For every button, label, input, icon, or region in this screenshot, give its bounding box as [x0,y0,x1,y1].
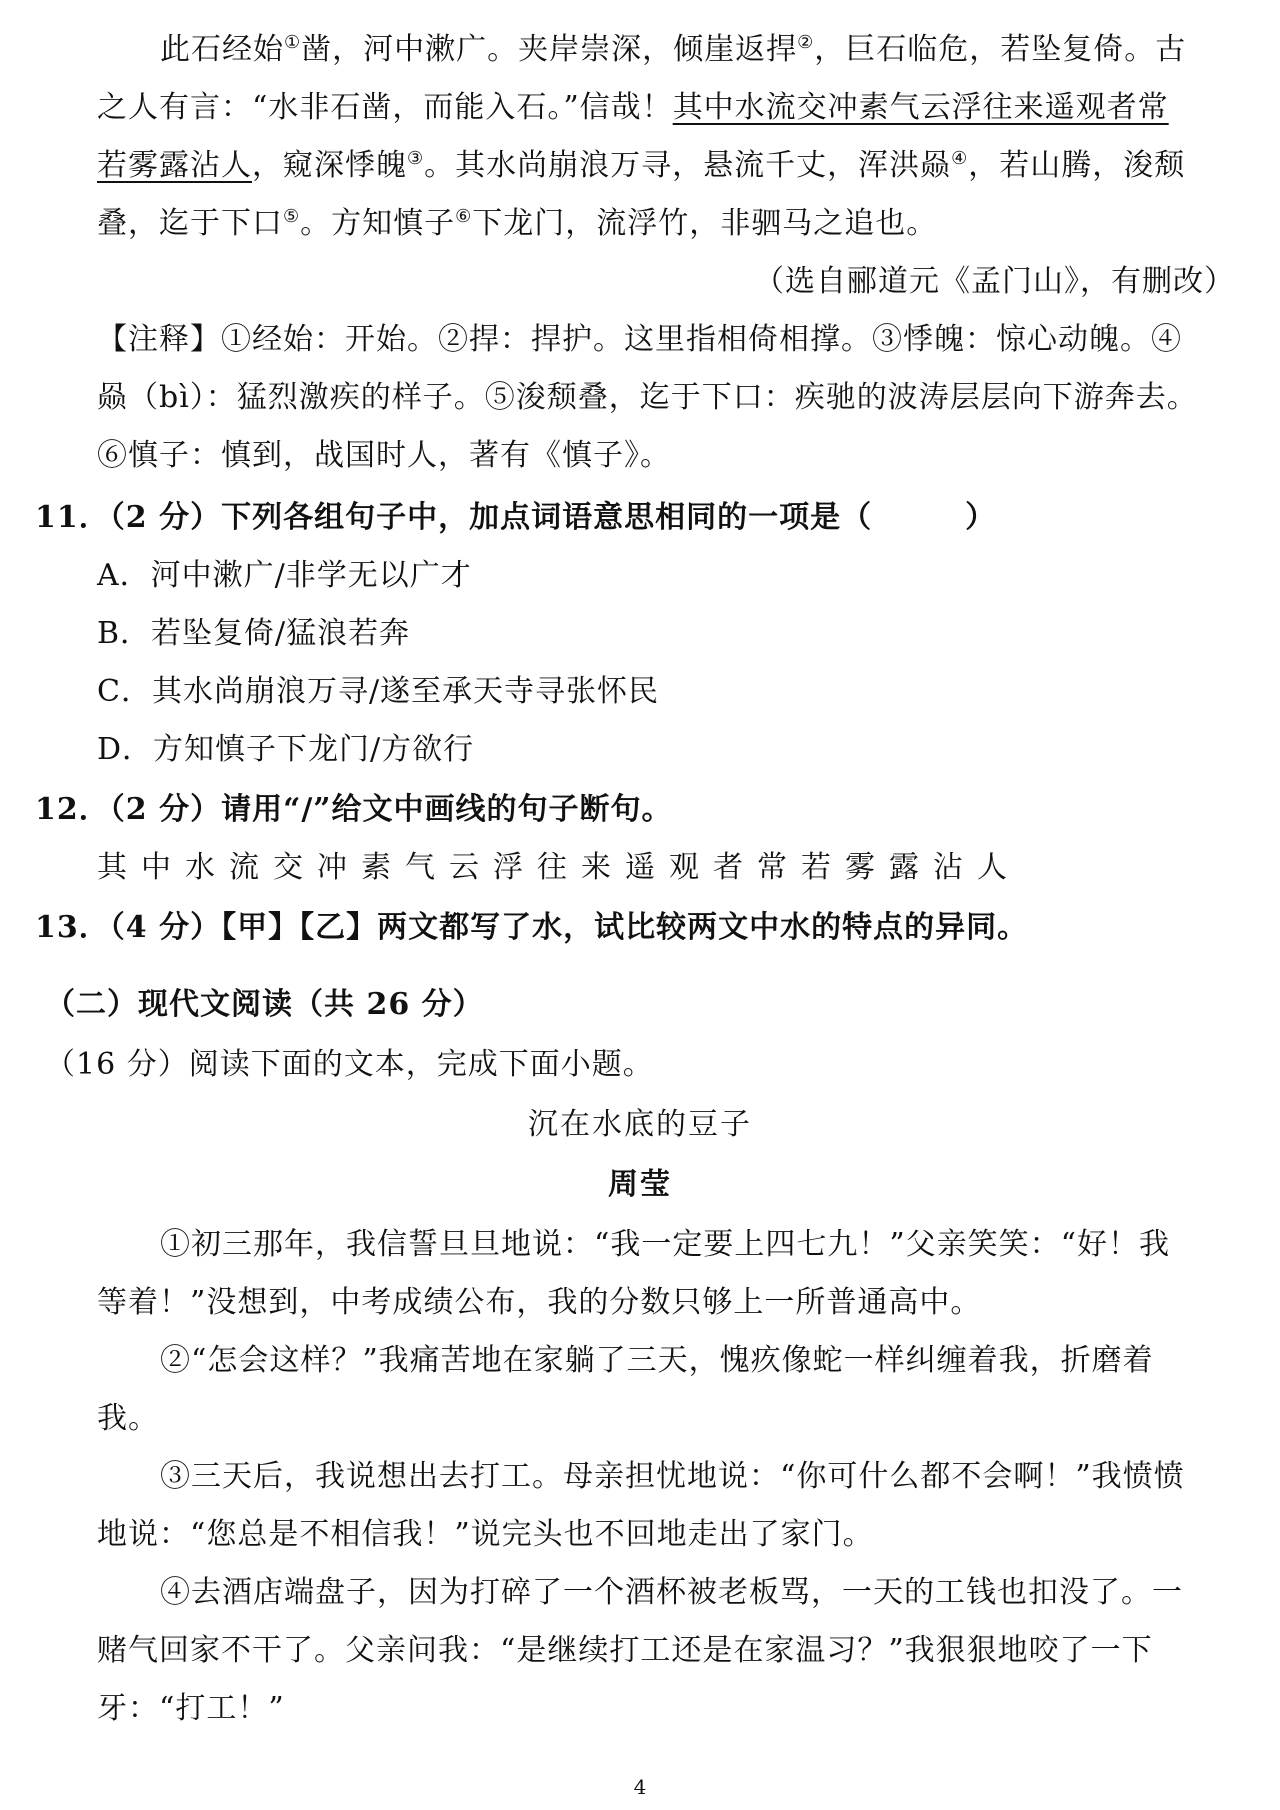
essay-author: 周莹 [608,1167,672,1202]
question-13-stem: 13．（4 分）【甲】【乙】两文都写了水，试比较两文中水的特点的异同。 [35,910,1029,945]
footnote-marker: ① [284,32,302,53]
question-11-stem: 11．（2 分）下列各组句子中，加点词语意思相同的一项是（ ） [35,500,997,535]
underlined-sentence: 若雾露沾人 [97,148,252,183]
essay-paragraph-4-line-1: ④去酒店端盘子，因为打碎了一个酒杯被老板骂，一天的工钱也扣没了。一 [160,1575,1183,1610]
passage-text: ，若山腾，浚颓 [968,148,1186,183]
passage-text: ，巨石临危，若坠复倚。古 [814,32,1187,67]
passage-line-3 [97,146,1185,186]
question-12-sentence: 其中水流交冲素气云浮往来遥观者常若雾露沾人 [97,850,1021,885]
essay-paragraph-2-line-2: 我。 [97,1401,159,1436]
essay-paragraph-1-line-2: 等着！”没想到，中考成绩公布，我的分数只够上一所普通高中。 [97,1285,982,1320]
footnote-marker: ④ [951,148,969,169]
essay-paragraph-4-line-2: 赌气回家不干了。父亲问我：“是继续打工还是在家温习？”我狠狠地咬了一下 [97,1633,1153,1668]
notes-line-3: ⑥慎子：慎到，战国时人，著有《慎子》。 [97,438,671,473]
footnote-marker: ⑤ [283,206,301,227]
passage-text: 。方知慎子 [300,206,456,241]
page-number: 4 [633,1775,647,1799]
passage-text: 凿，河中漱广。夹岸崇深，倾崖返捍 [301,32,798,67]
footnote-marker: ② [797,32,815,53]
question-11-option-a: A．河中漱广/非学无以广才 [97,558,472,593]
passage-text: 下龙门，流浮竹，非驷马之追也。 [472,206,938,241]
question-11-option-c: C．其水尚崩浪万寻/遂至承天寺寻张怀民 [97,674,660,709]
question-11-option-b: B．若坠复倚/猛浪若奔 [97,616,411,651]
essay-paragraph-3-line-2: 地说：“您总是不相信我！”说完头也不回地走出了家门。 [97,1517,874,1552]
essay-title: 沉在水底的豆子 [528,1107,752,1142]
essay-paragraph-2-line-1: ②“怎会这样？”我痛苦地在家躺了三天，愧疚像蛇一样纠缠着我，折磨着 [160,1343,1154,1378]
passage-text: ，窥深悸魄 [252,148,407,183]
passage-text: 。其水尚崩浪万寻，悬流千丈，浑洪赑 [424,148,952,183]
notes-line-1: 【注释】①经始：开始。②捍：捍护。这里指相倚相撑。③悸魄：惊心动魄。④ [97,322,1182,357]
underlined-sentence: 其中水流交冲素气云浮往来遥观者常 [672,90,1169,125]
passage-line-2 [97,88,1169,128]
section-intro: （16 分）阅读下面的文本，完成下面小题。 [45,1047,654,1082]
question-12-stem: 12．（2 分）请用“/”给文中画线的句子断句。 [35,792,673,827]
passage-line-4 [97,204,937,244]
essay-paragraph-1-line-1: ①初三那年，我信誓旦旦地说：“我一定要上四七九！”父亲笑笑：“好！我 [160,1227,1171,1262]
essay-paragraph-4-line-3: 牙：“打工！” [97,1691,285,1726]
passage-text: 之人有言：“水非石凿，而能入石。”信哉！ [97,90,673,125]
passage-line-1 [160,30,1186,70]
notes-line-2: 赑（bì）：猛烈激疾的样子。⑤浚颓叠，迄于下口：疾驰的波涛层层向下游奔去。 [97,380,1198,415]
essay-paragraph-3-line-1: ③三天后，我说想出去打工。母亲担忧地说：“你可什么都不会啊！”我愤愤 [160,1459,1185,1494]
footnote-marker: ③ [407,148,425,169]
footnote-marker: ⑥ [455,206,473,227]
question-11-option-d: D．方知慎子下龙门/方欲行 [97,732,475,767]
passage-text: 此石经始 [160,32,284,67]
section-heading: （二）现代文阅读（共 26 分） [45,987,484,1022]
passage-text: 叠，迄于下口 [97,206,283,241]
passage-source: （选自郦道元《孟门山》，有删改） [754,264,1235,299]
